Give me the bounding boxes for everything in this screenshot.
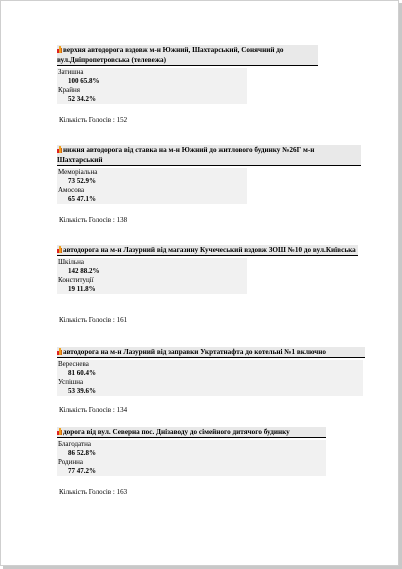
poll-title bbox=[57, 45, 318, 66]
poll-option bbox=[57, 186, 361, 204]
total-votes bbox=[59, 316, 127, 325]
poll-title-text: верхня автодорога вздовж м-н Южний, Шахтарський, Сонячний до вул.Дніпропетровська (телевежа) bbox=[57, 46, 284, 64]
bar-chart-icon bbox=[57, 428, 62, 435]
option-stats bbox=[57, 177, 361, 186]
option-name: Вереснева bbox=[58, 360, 89, 368]
option-count: 81 bbox=[68, 369, 75, 377]
option-count: 19 bbox=[68, 285, 75, 293]
poll-title bbox=[57, 245, 358, 256]
poll-block bbox=[57, 145, 361, 224]
total-votes bbox=[59, 406, 127, 415]
poll-title-text: автодорога на м-н Лазурний від заправки Укртатнафта до котельні №1 включно bbox=[63, 348, 326, 356]
total-votes bbox=[59, 116, 127, 125]
poll-block bbox=[57, 347, 365, 414]
option-name: Крайня bbox=[58, 86, 80, 94]
option-stats bbox=[57, 467, 326, 476]
total-votes-label: Кількість Голосів : bbox=[59, 216, 115, 224]
total-votes-label: Кількість Голосів : bbox=[59, 488, 115, 496]
total-votes-value: 152 bbox=[116, 116, 128, 124]
option-name: Родинна bbox=[58, 458, 83, 466]
total-votes-value: 138 bbox=[116, 216, 128, 224]
option-count: 86 bbox=[68, 449, 75, 457]
option-name: Амосова bbox=[58, 186, 85, 194]
option-percent: 52.9% bbox=[76, 177, 96, 185]
option-percent: 11.8% bbox=[76, 285, 96, 293]
poll-title bbox=[57, 347, 365, 358]
option-count: 73 bbox=[68, 177, 75, 185]
total-votes-value: 163 bbox=[116, 488, 128, 496]
poll-title-text: дорога від вул. Северна пос. Днізаводу до сімейного дитячого будинку bbox=[63, 428, 290, 436]
poll-option bbox=[57, 168, 361, 186]
option-percent: 60.4% bbox=[76, 369, 96, 377]
poll-option bbox=[57, 258, 358, 276]
poll-title-text: нижня автодорога від ставка на м-н Южний до житлового будинку №26Г м-н Шахтарський bbox=[57, 146, 315, 164]
option-count: 53 bbox=[68, 387, 75, 395]
option-count: 52 bbox=[68, 95, 75, 103]
total-votes-label: Кількість Голосів : bbox=[59, 316, 115, 324]
option-percent: 52.8% bbox=[76, 449, 96, 457]
bar-chart-icon bbox=[57, 246, 62, 253]
bar-chart-icon bbox=[57, 146, 62, 153]
bar-chart-icon bbox=[57, 348, 62, 355]
poll-option bbox=[57, 360, 365, 378]
bar-chart-icon bbox=[57, 46, 62, 53]
poll-option bbox=[57, 276, 358, 294]
option-percent: 47.2% bbox=[76, 467, 96, 475]
poll-block bbox=[57, 245, 358, 324]
poll-title-text: автодорога на м-н Лазурний від магазину Кучечеський вздовж ЗОШ №10 до вул.Київська bbox=[63, 246, 356, 254]
option-name: Меморіальна bbox=[58, 168, 98, 176]
poll-option bbox=[57, 86, 318, 104]
option-count: 100 bbox=[68, 77, 79, 85]
poll-title bbox=[57, 145, 361, 166]
option-name: Шкільна bbox=[58, 258, 84, 266]
option-name: Затишна bbox=[58, 68, 84, 76]
poll-title bbox=[57, 427, 326, 438]
poll-option bbox=[57, 378, 365, 396]
total-votes bbox=[59, 488, 127, 497]
option-name: Конституції bbox=[58, 276, 94, 284]
option-percent: 65.8% bbox=[80, 77, 100, 85]
option-stats bbox=[57, 195, 361, 204]
option-percent: 34.2% bbox=[76, 95, 96, 103]
total-votes-value: 134 bbox=[116, 406, 128, 414]
option-count: 77 bbox=[68, 467, 75, 475]
poll-block bbox=[57, 45, 318, 124]
option-stats bbox=[57, 449, 326, 458]
option-count: 65 bbox=[68, 195, 75, 203]
option-name: Успішна bbox=[58, 378, 84, 386]
total-votes-value: 161 bbox=[116, 316, 128, 324]
option-percent: 88.2% bbox=[80, 267, 100, 275]
total-votes bbox=[59, 216, 127, 225]
option-stats bbox=[57, 285, 358, 294]
option-name: Благодатна bbox=[58, 440, 91, 448]
option-percent: 47.1% bbox=[76, 195, 96, 203]
poll-option bbox=[57, 458, 326, 476]
option-stats bbox=[57, 95, 318, 104]
poll-option bbox=[57, 68, 318, 86]
poll-block bbox=[57, 427, 326, 496]
option-stats bbox=[57, 267, 358, 276]
option-stats bbox=[57, 387, 365, 396]
total-votes-label: Кількість Голосів : bbox=[59, 116, 115, 124]
total-votes-label: Кількість Голосів : bbox=[59, 406, 115, 414]
option-count: 142 bbox=[68, 267, 79, 275]
option-percent: 39.6% bbox=[76, 387, 96, 395]
option-stats bbox=[57, 77, 318, 86]
option-stats bbox=[57, 369, 365, 378]
poll-option bbox=[57, 440, 326, 458]
